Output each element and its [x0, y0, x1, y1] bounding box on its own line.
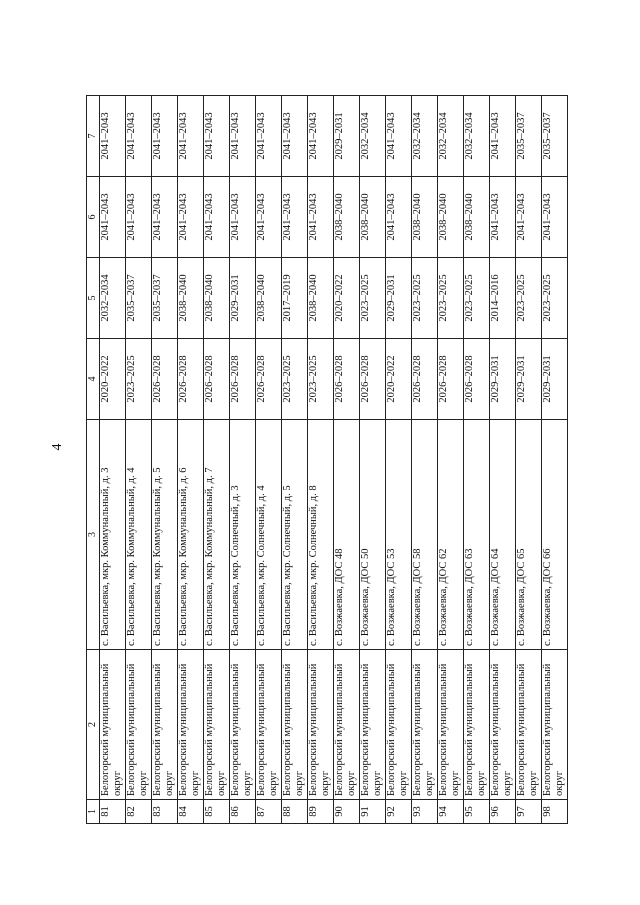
period-col6-cell: 2038–2040 [334, 177, 360, 258]
district-cell: Белогорский муниципальный округ [126, 650, 152, 800]
district-cell: Белогорский муниципальный округ [334, 650, 360, 800]
page-number: 4 [50, 443, 65, 451]
period-col4-cell: 2029–2031 [490, 339, 516, 420]
period-col4-cell: 2020–2022 [100, 339, 126, 420]
period-col5-cell: 2038–2040 [178, 258, 204, 339]
period-col4-cell: 2020–2022 [386, 339, 412, 420]
row-number: 88 [282, 800, 308, 824]
period-col7-cell: 2032–2034 [464, 96, 490, 177]
address-cell: с. Васильевка, мкр. Солнечный, д. 8 [308, 420, 334, 650]
period-col6-cell: 2038–2040 [438, 177, 464, 258]
table-row [204, 96, 230, 824]
table-row [490, 96, 516, 824]
period-col7-cell: 2041–2043 [386, 96, 412, 177]
address-cell: с. Возжаевка, ДОС 64 [490, 420, 516, 650]
district-cell: Белогорский муниципальный округ [308, 650, 334, 800]
table-row [282, 96, 308, 824]
period-col5-cell: 2023–2025 [464, 258, 490, 339]
period-col6-cell: 2041–2043 [256, 177, 282, 258]
row-number: 83 [152, 800, 178, 824]
period-col6-cell: 2041–2043 [490, 177, 516, 258]
row-number: 92 [386, 800, 412, 824]
period-col6-cell: 2038–2040 [360, 177, 386, 258]
address-cell: с. Возжаевка, ДОС 53 [386, 420, 412, 650]
period-col7-cell: 2032–2034 [438, 96, 464, 177]
address-cell: с. Васильевка, мкр. Солнечный, д. 4 [256, 420, 282, 650]
period-col5-cell: 2029–2031 [230, 258, 256, 339]
address-cell: с. Васильевка, мкр. Солнечный, д. 3 [230, 420, 256, 650]
column-header: 7 [87, 96, 100, 177]
district-cell: Белогорский муниципальный округ [204, 650, 230, 800]
period-col7-cell: 2041–2043 [178, 96, 204, 177]
period-col7-cell: 2035–2037 [516, 96, 542, 177]
period-col4-cell: 2026–2028 [334, 339, 360, 420]
period-col5-cell: 2023–2025 [542, 258, 568, 339]
row-number: 81 [100, 800, 126, 824]
table-row [438, 96, 464, 824]
period-col6-cell: 2041–2043 [386, 177, 412, 258]
period-col5-cell: 2023–2025 [438, 258, 464, 339]
period-col7-cell: 2041–2043 [490, 96, 516, 177]
district-cell: Белогорский муниципальный округ [412, 650, 438, 800]
row-number: 96 [490, 800, 516, 824]
row-number: 98 [542, 800, 568, 824]
period-col7-cell: 2041–2043 [256, 96, 282, 177]
table-row [386, 96, 412, 824]
address-cell: с. Возжаевка, ДОС 50 [360, 420, 386, 650]
period-col5-cell: 2023–2025 [516, 258, 542, 339]
row-number: 89 [308, 800, 334, 824]
row-number: 85 [204, 800, 230, 824]
column-header: 1 [87, 800, 100, 824]
period-col5-cell: 2038–2040 [308, 258, 334, 339]
table-row [360, 96, 386, 824]
period-col4-cell: 2026–2028 [204, 339, 230, 420]
table-row [178, 96, 204, 824]
district-cell: Белогорский муниципальный округ [152, 650, 178, 800]
period-col5-cell: 2038–2040 [204, 258, 230, 339]
address-cell: с. Васильевка, мкр. Коммунальный, д. 5 [152, 420, 178, 650]
period-col6-cell: 2041–2043 [126, 177, 152, 258]
district-cell: Белогорский муниципальный округ [542, 650, 568, 800]
table-row [126, 96, 152, 824]
period-col5-cell: 2032–2034 [100, 258, 126, 339]
table-row [334, 96, 360, 824]
address-cell: с. Васильевка, мкр. Коммунальный, д. 7 [204, 420, 230, 650]
period-col5-cell: 2017–2019 [282, 258, 308, 339]
address-cell: с. Васильевка, мкр. Коммунальный, д. 3 [100, 420, 126, 650]
table-row [100, 96, 126, 824]
district-cell: Белогорский муниципальный округ [178, 650, 204, 800]
period-col4-cell: 2026–2028 [256, 339, 282, 420]
district-cell: Белогорский муниципальный округ [386, 650, 412, 800]
period-col4-cell: 2029–2031 [542, 339, 568, 420]
address-cell: с. Возжаевка, ДОС 63 [464, 420, 490, 650]
period-col4-cell: 2026–2028 [230, 339, 256, 420]
column-number-row [87, 96, 100, 824]
table-row [542, 96, 568, 824]
period-col7-cell: 2041–2043 [204, 96, 230, 177]
period-col7-cell: 2041–2043 [230, 96, 256, 177]
district-cell: Белогорский муниципальный округ [516, 650, 542, 800]
table-row [412, 96, 438, 824]
district-cell: Белогорский муниципальный округ [282, 650, 308, 800]
period-col5-cell: 2023–2025 [412, 258, 438, 339]
address-cell: с. Васильевка, мкр. Коммунальный, д. 4 [126, 420, 152, 650]
column-header: 4 [87, 339, 100, 420]
district-cell: Белогорский муниципальный округ [438, 650, 464, 800]
period-col6-cell: 2041–2043 [230, 177, 256, 258]
period-col7-cell: 2041–2043 [100, 96, 126, 177]
period-col6-cell: 2041–2043 [542, 177, 568, 258]
table-row [516, 96, 542, 824]
period-col6-cell: 2038–2040 [412, 177, 438, 258]
period-col7-cell: 2035–2037 [542, 96, 568, 177]
column-header: 3 [87, 420, 100, 650]
district-cell: Белогорский муниципальный округ [464, 650, 490, 800]
period-col4-cell: 2023–2025 [308, 339, 334, 420]
table-row [308, 96, 334, 824]
period-col4-cell: 2026–2028 [412, 339, 438, 420]
period-col7-cell: 2041–2043 [282, 96, 308, 177]
period-col5-cell: 2020–2022 [334, 258, 360, 339]
period-col4-cell: 2026–2028 [360, 339, 386, 420]
period-col5-cell: 2029–2031 [386, 258, 412, 339]
period-col6-cell: 2041–2043 [308, 177, 334, 258]
address-cell: с. Возжаевка, ДОС 65 [516, 420, 542, 650]
period-col6-cell: 2041–2043 [204, 177, 230, 258]
period-col5-cell: 2038–2040 [256, 258, 282, 339]
address-cell: с. Васильевка, мкр. Коммунальный, д. 6 [178, 420, 204, 650]
period-col6-cell: 2041–2043 [516, 177, 542, 258]
district-cell: Белогорский муниципальный округ [256, 650, 282, 800]
period-col4-cell: 2023–2025 [126, 339, 152, 420]
table-row [256, 96, 282, 824]
row-number: 97 [516, 800, 542, 824]
table-row [230, 96, 256, 824]
address-cell: с. Возжаевка, ДОС 66 [542, 420, 568, 650]
district-cell: Белогорский муниципальный округ [230, 650, 256, 800]
row-number: 84 [178, 800, 204, 824]
district-cell: Белогорский муниципальный округ [360, 650, 386, 800]
period-col6-cell: 2038–2040 [464, 177, 490, 258]
period-col6-cell: 2041–2043 [178, 177, 204, 258]
document-table-container [86, 96, 570, 824]
row-number: 82 [126, 800, 152, 824]
period-col4-cell: 2026–2028 [438, 339, 464, 420]
period-col4-cell: 2023–2025 [282, 339, 308, 420]
period-col5-cell: 2035–2037 [126, 258, 152, 339]
row-number: 90 [334, 800, 360, 824]
table-row [152, 96, 178, 824]
period-col7-cell: 2041–2043 [308, 96, 334, 177]
period-col7-cell: 2029–2031 [334, 96, 360, 177]
column-header: 6 [87, 177, 100, 258]
row-number: 87 [256, 800, 282, 824]
address-cell: с. Возжаевка, ДОС 48 [334, 420, 360, 650]
period-col5-cell: 2023–2025 [360, 258, 386, 339]
period-col6-cell: 2041–2043 [152, 177, 178, 258]
period-col7-cell: 2041–2043 [152, 96, 178, 177]
row-number: 95 [464, 800, 490, 824]
table-row [464, 96, 490, 824]
row-number: 93 [412, 800, 438, 824]
row-number: 86 [230, 800, 256, 824]
address-cell: с. Возжаевка, ДОС 58 [412, 420, 438, 650]
period-col7-cell: 2032–2034 [412, 96, 438, 177]
period-col5-cell: 2035–2037 [152, 258, 178, 339]
schedule-table [86, 95, 568, 824]
period-col4-cell: 2026–2028 [152, 339, 178, 420]
period-col4-cell: 2026–2028 [464, 339, 490, 420]
row-number: 94 [438, 800, 464, 824]
period-col7-cell: 2041–2043 [126, 96, 152, 177]
column-header: 2 [87, 650, 100, 800]
column-header: 5 [87, 258, 100, 339]
period-col7-cell: 2032–2034 [360, 96, 386, 177]
district-cell: Белогорский муниципальный округ [100, 650, 126, 800]
address-cell: с. Васильевка, мкр. Солнечный, д. 5 [282, 420, 308, 650]
period-col4-cell: 2029–2031 [516, 339, 542, 420]
period-col6-cell: 2041–2043 [100, 177, 126, 258]
period-col6-cell: 2041–2043 [282, 177, 308, 258]
row-number: 91 [360, 800, 386, 824]
district-cell: Белогорский муниципальный округ [490, 650, 516, 800]
address-cell: с. Возжаевка, ДОС 62 [438, 420, 464, 650]
period-col5-cell: 2014–2016 [490, 258, 516, 339]
period-col4-cell: 2026–2028 [178, 339, 204, 420]
